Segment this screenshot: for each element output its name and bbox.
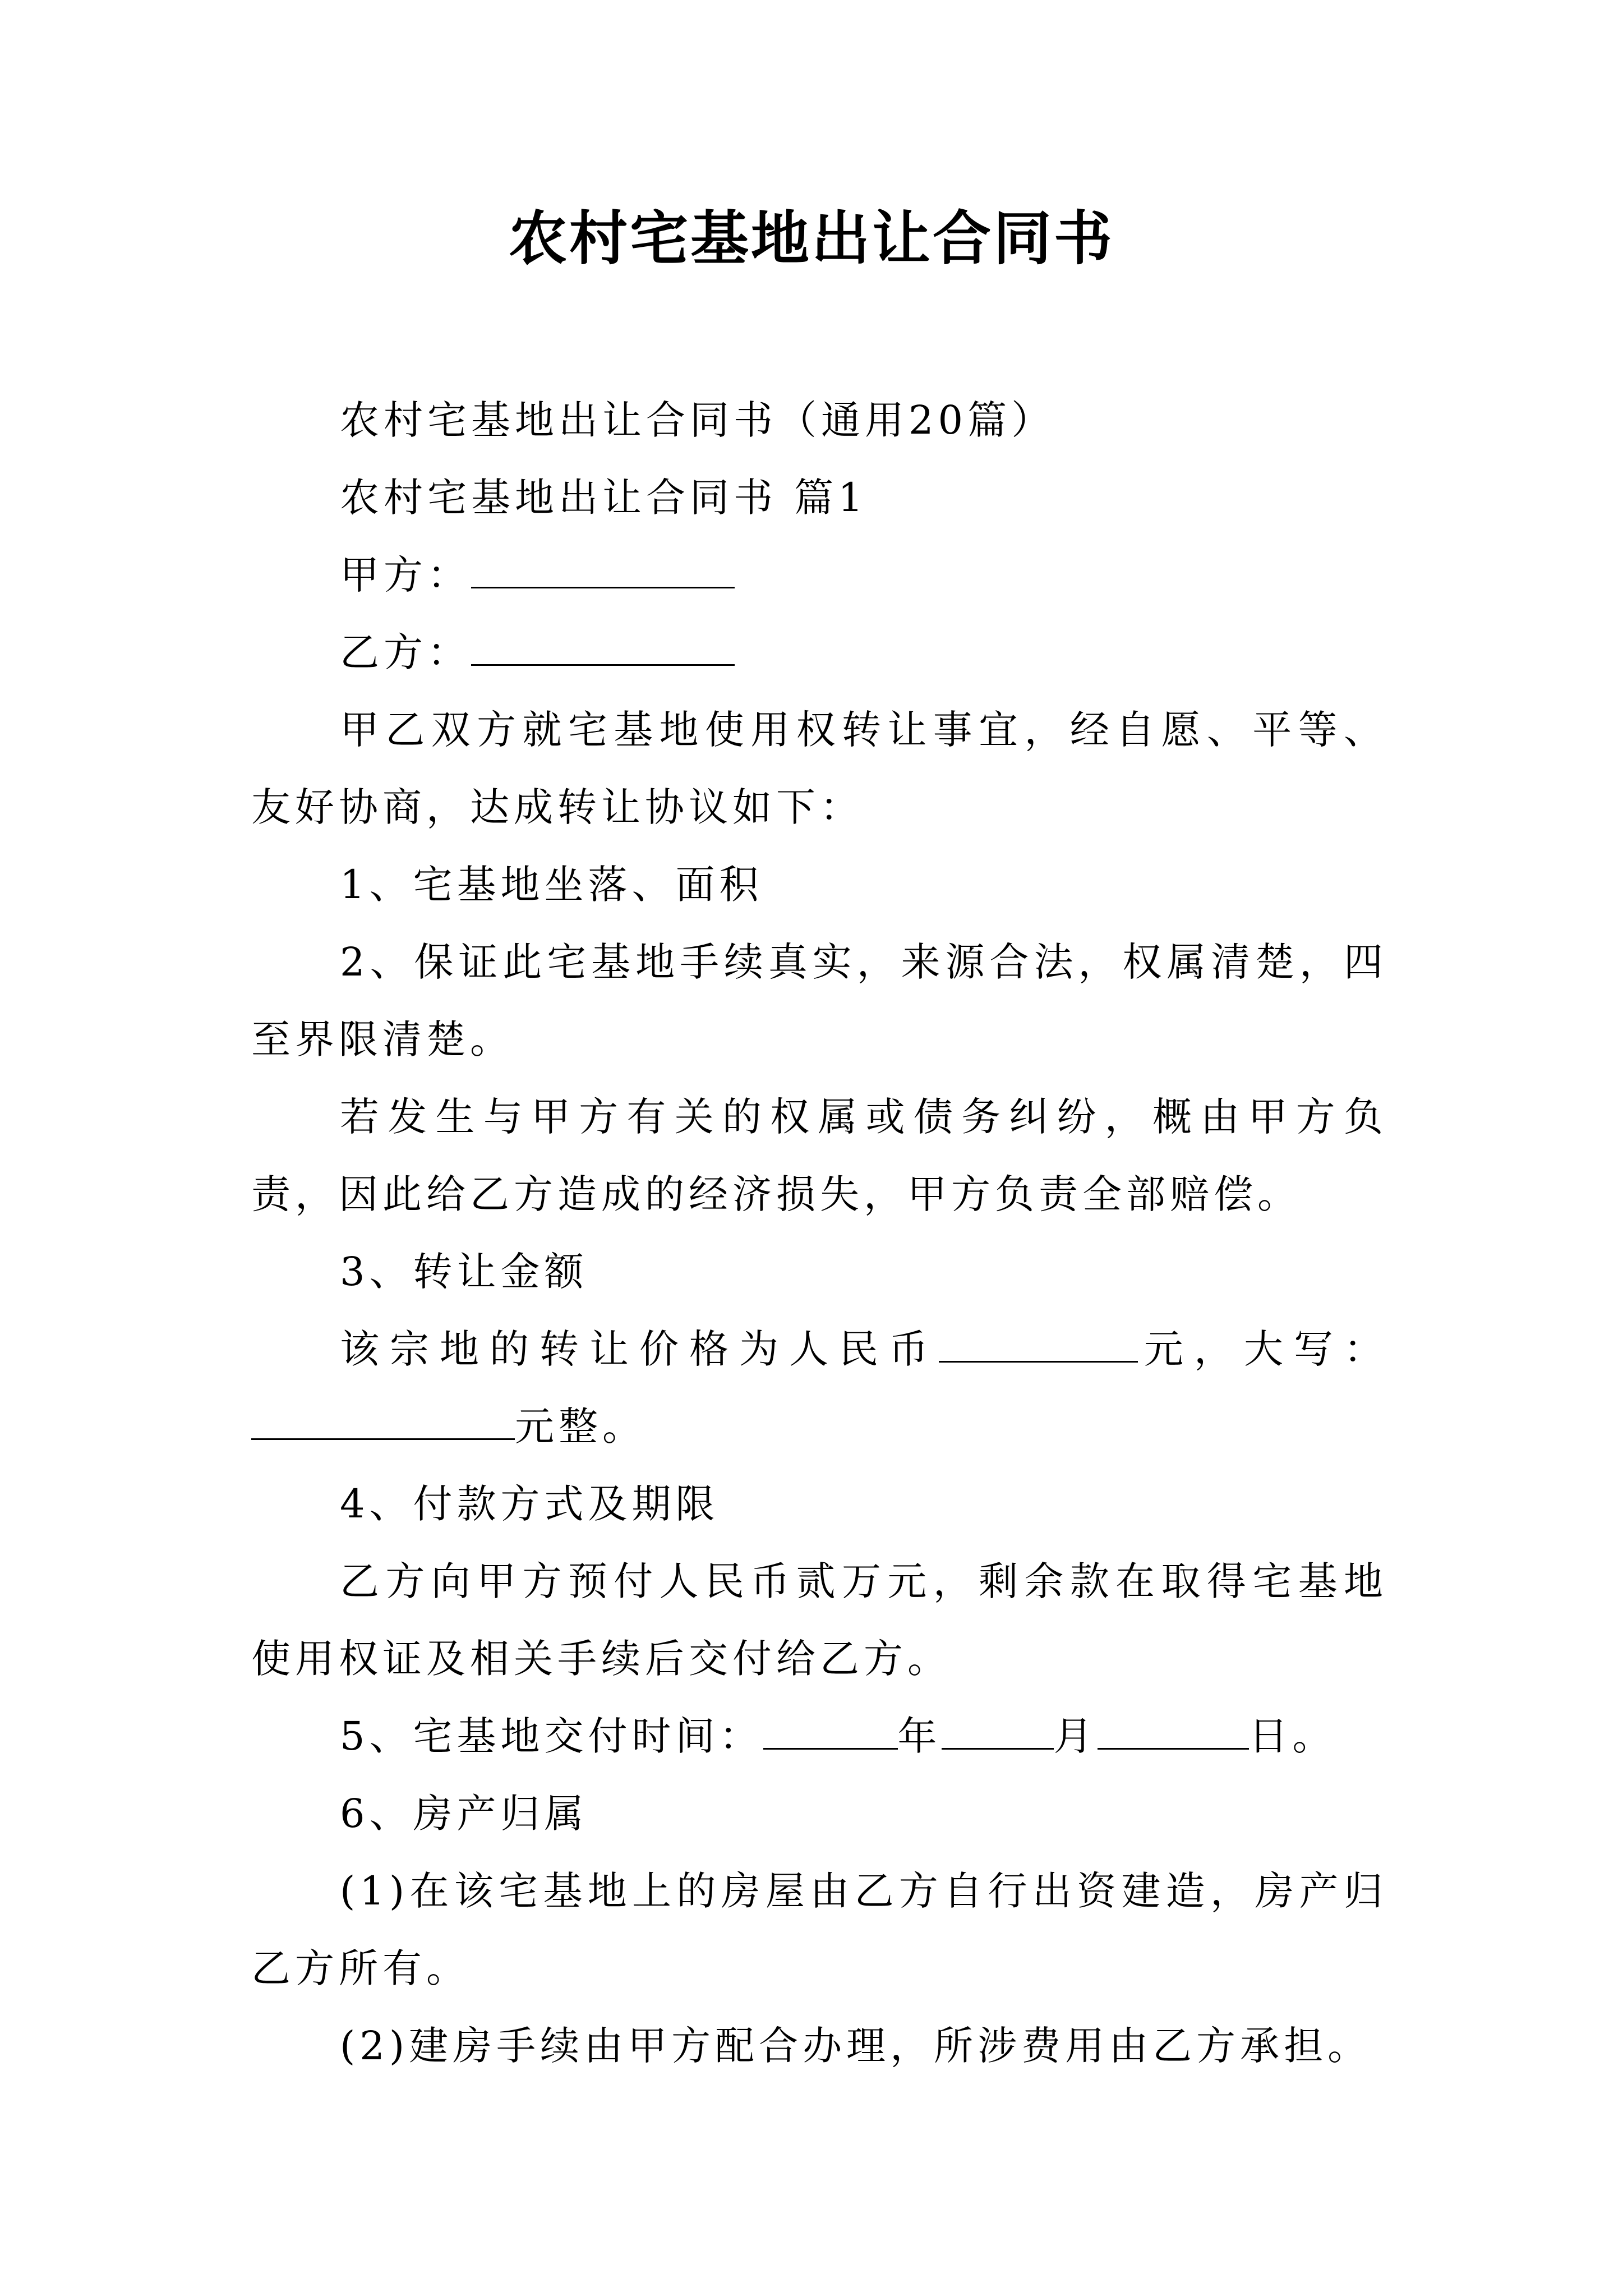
price-suffix: 元整。 — [515, 1404, 646, 1450]
document-title: 农村宅基地出让合同书 — [508, 204, 1114, 273]
party-a-blank — [471, 553, 735, 588]
document-clauses — [251, 691, 1387, 2085]
year-blank — [763, 1714, 898, 1750]
price-amount-blank — [939, 1327, 1138, 1363]
day-label: 日。 — [1248, 1713, 1336, 1759]
month-label: 月 — [1053, 1713, 1098, 1759]
day-blank — [1098, 1714, 1249, 1750]
party-b-blank — [471, 631, 735, 666]
clause-6-item-1: (1)在该宅基地上的房屋由乙方自行出资建造，房产归乙方所有。 — [251, 1868, 1387, 1991]
subtitle: 农村宅基地出让合同书（通用20篇） — [340, 397, 1055, 443]
clause-4-text: 乙方向甲方预付人民币贰万元，剩余款在取得宅基地使用权证及相关手续后交付给乙方。 — [251, 1558, 1387, 1682]
document-body — [251, 381, 1387, 691]
party-a-label: 甲方： — [340, 552, 471, 598]
clause-1: 1、宅基地坐落、面积 — [340, 862, 763, 908]
price-uppercase-blank — [251, 1405, 515, 1440]
party-b-line — [251, 614, 1387, 691]
clause-6-item-2: (2)建房手续由甲方配合办理，所涉费用由乙方承担。 — [340, 2023, 1372, 2069]
section-heading: 农村宅基地出让合同书 篇1 — [340, 475, 868, 521]
intro-paragraph: 甲乙双方就宅基地使用权转让事宜，经自愿、平等、友好协商，达成转让协议如下： — [251, 707, 1387, 830]
month-blank — [942, 1714, 1054, 1750]
clause-5-prefix: 5、宅基地交付时间： — [340, 1713, 763, 1759]
clause-5 — [251, 1697, 1387, 1775]
clause-2-continued: 若发生与甲方有关的权属或债务纠纷，概由甲方负责，因此给乙方造成的经济损失，甲方负责全部赔偿。 — [251, 1094, 1387, 1217]
year-label: 年 — [897, 1713, 942, 1759]
party-a-line — [251, 536, 1387, 614]
clause-4: 4、付款方式及期限 — [340, 1481, 720, 1527]
price-mid: 元，大写： — [1138, 1326, 1387, 1372]
party-b-label: 乙方： — [340, 629, 471, 675]
price-prefix: 该宗地的转让价格为人民币 — [340, 1326, 939, 1372]
clause-3: 3、转让金额 — [340, 1249, 588, 1295]
clause-2: 2、保证此宅基地手续真实，来源合法，权属清楚，四至界限清楚。 — [251, 939, 1387, 1062]
price-paragraph — [251, 1310, 1387, 1465]
clause-6: 6、房产归属 — [340, 1791, 588, 1837]
